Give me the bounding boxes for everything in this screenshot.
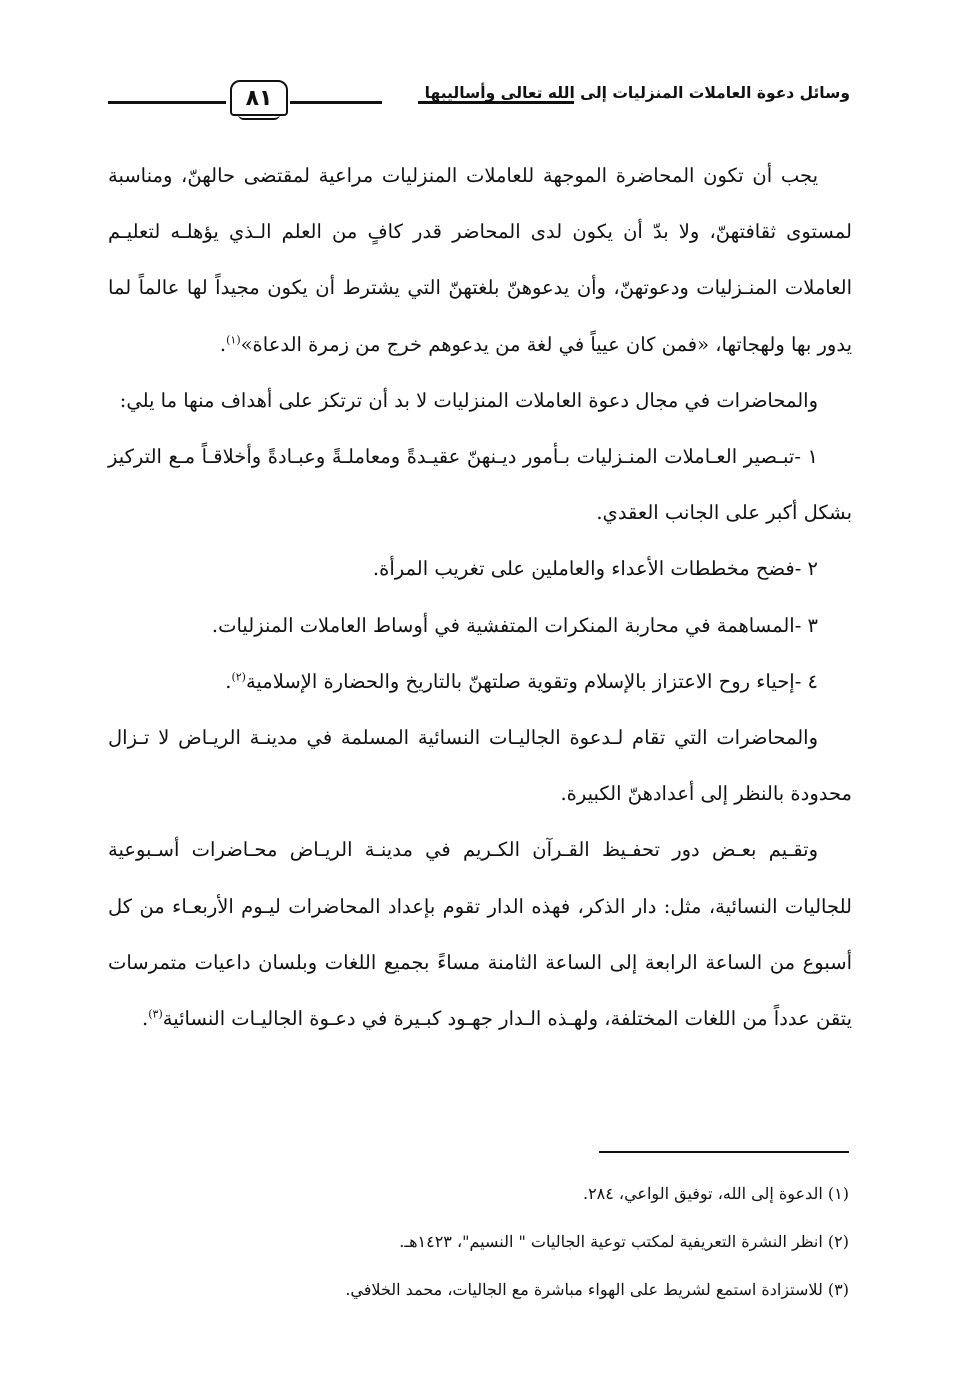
footnote-separator	[599, 1151, 849, 1153]
list-item-4	[108, 654, 852, 710]
list-item-4-end: .	[225, 669, 232, 693]
list-item-4-text: ٤ -إحياء روح الاعتزاز بالإسلام وتقوية صلتهنّ بالتاريخ والحضارة الإسلامية	[245, 669, 818, 693]
list-item-1: ١ -تبـصير العـاملات المنـزليات بـأمور ديـنهنّ عقيـدةً ومعاملـةً وعبـادةً وأخلاقـاً مـع التركيز بشكل أكبر على الجانب العقدي.	[108, 445, 852, 525]
footnote-2: (٢) انظر النشرة التعريفية لمكتب توعية الجاليات " النسيم"، ١٤٢٣هـ.	[399, 1232, 849, 1251]
page-number: ٨١	[245, 85, 273, 111]
header-rule-left	[108, 101, 226, 104]
page-header	[108, 78, 850, 122]
paragraph-2: والمحاضرات في مجال دعوة العاملات المنزليات لا بد أن ترتكز على أهداف منها ما يلي:	[119, 388, 818, 412]
paragraph-1-text: يجب أن تكون المحاضرة الموجهة للعاملات المنزليات مراعية لمقتضى حالهنّ، ومناسبة لمستوى ثقافتهنّ، ولا بدّ أن يكون لدى المحاضر قدر كافٍ من العلم الـذي يؤهلـه لتعليـم العاملات المنـزليات ودعوتهنّ، وأن يدعوهنّ بلغتهنّ التي يشترط أن يكون مجيداً لها عالماً لما يدور بها ولهجاتها، «فمن كان عيياً في لغة من يدعوهم خرج من زمرة الدعاة»	[108, 164, 852, 356]
header-rule-middle	[290, 101, 382, 104]
paragraph-3: والمحاضرات التي تقام لـدعوة الجاليـات النسائية المسلمة في مدينـة الريـاض لا تـزال محدودة بالنظر إلى أعدادهنّ الكبيرة.	[108, 726, 852, 806]
list-item-2: ٢ -فضح مخططات الأعداء والعاملين على تغريب المرأة.	[372, 557, 818, 581]
footnotes	[229, 1170, 849, 1314]
running-title: وسائل دعوة العاملات المنزليات إلى الله تعالى وأساليبها	[424, 84, 850, 102]
footnote-ref-3: (٣)	[148, 1007, 163, 1021]
paragraph-4-end: .	[142, 1007, 149, 1031]
footnote-1: (١) الدعوة إلى الله، توفيق الواعي، ٢٨٤.	[582, 1184, 849, 1203]
footnote-3: (٣) للاستزادة استمع لشريط على الهواء مباشرة مع الجاليات، محمد الخلافي.	[345, 1280, 849, 1299]
list-item-3: ٣ -المساهمة في محاربة المنكرات المتفشية في أوساط العاملات المنزليات.	[211, 613, 818, 637]
footnote-ref-2: (٢)	[231, 670, 246, 684]
paragraph-4	[108, 822, 852, 1047]
body-text	[108, 148, 852, 1047]
page-number-badge	[230, 80, 288, 116]
paragraph-1-end: .	[219, 332, 227, 356]
paragraph-4-text: وتقـيم بعـض دور تحفـيظ القـرآن الكـريم في مدينـة الريـاض محـاضرات أسـبوعية للجاليات النسائية، مثل: دار الذكر، فهذه الدار تقوم بإعداد المحاضرات ليـوم الأربعـاء من كل أسبوع من الساعة الرابعة إلى الساعة الثامنة مساءً بجميع اللغات وبلسان داعيات متمرسات يتقن عدداً من اللغات المختلفة، ولهـذه الـدار جهـود كبـيرة في دعـوة الجاليـات النسائية	[108, 838, 852, 1031]
paragraph-1	[108, 148, 852, 373]
footnote-ref-1: (١)	[226, 333, 241, 347]
